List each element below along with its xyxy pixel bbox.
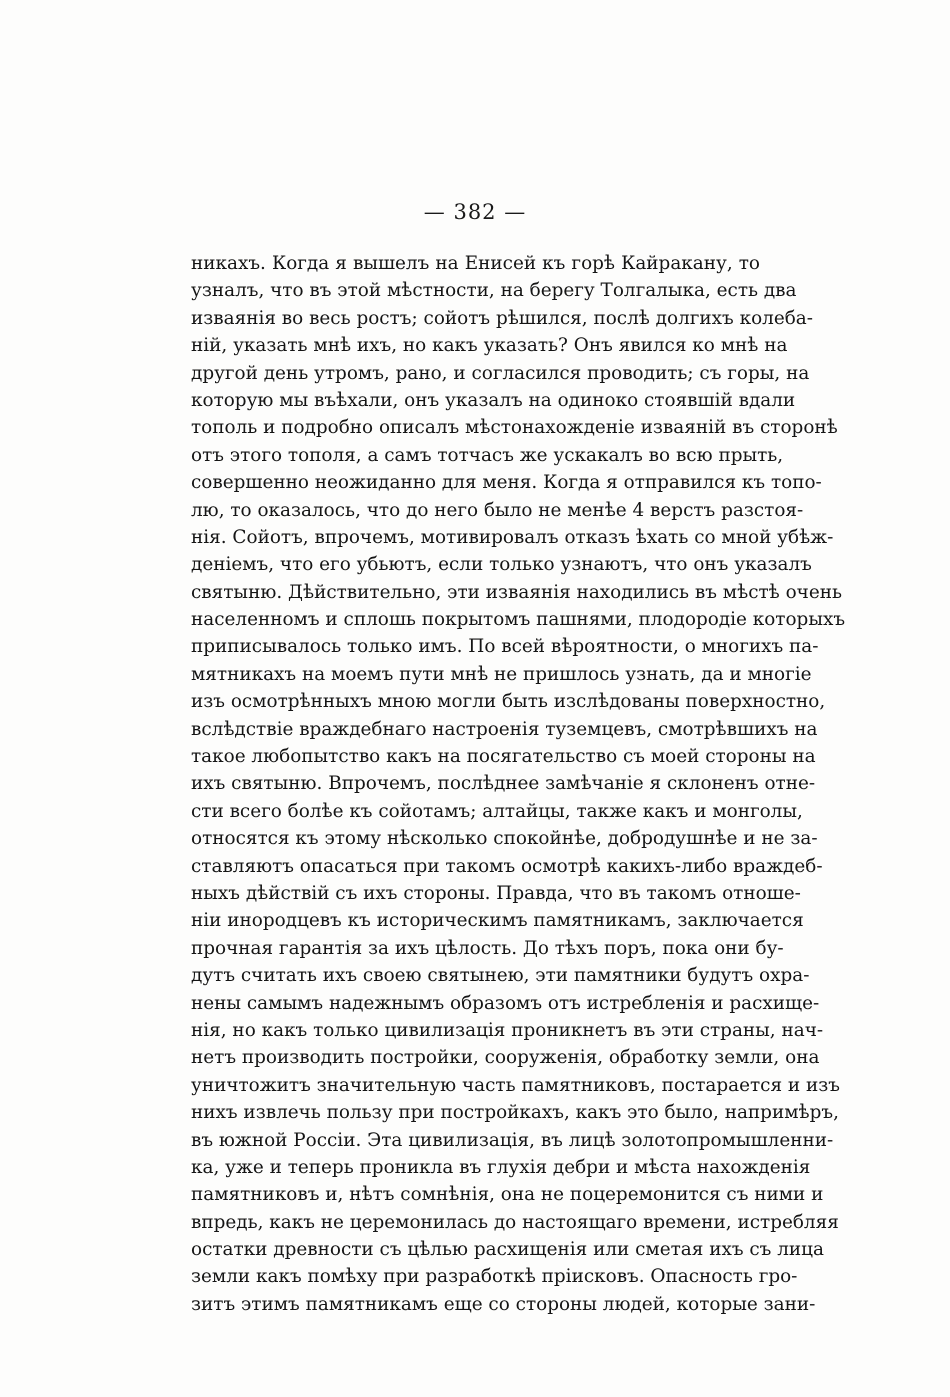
text-line: ній, указать мнѣ ихъ, но какъ указать? Онъ явился ко мнѣ на [191, 335, 788, 357]
text-line: такое любопытство какъ на посягательство съ моей стороны на [191, 746, 816, 768]
text-line: населенномъ и сплошь покрытомъ пашнями, плодородіе которыхъ [191, 609, 846, 631]
body-text [191, 250, 846, 1318]
text-line: нены самымъ надежнымъ образомъ отъ истребленія и расхище- [191, 992, 820, 1014]
text-line: приписывалось только имъ. По всей вѣроятности, о многихъ па- [191, 636, 819, 658]
text-line: зитъ этимъ памятникамъ еще со стороны людей, которые зани- [191, 1293, 816, 1315]
text-line: дутъ считать ихъ своею святынею, эти памятники будутъ охра- [191, 965, 810, 987]
text-line: остатки древности съ цѣлью расхищенія или сметая ихъ съ лица [191, 1239, 824, 1261]
text-line: другой день утромъ, рано, и согласился проводить; съ горы, на [191, 362, 810, 384]
page-number: — 382 — [423, 200, 527, 224]
text-line: святыню. Дѣйствительно, эти изваянія находились въ мѣстѣ очень [191, 581, 842, 603]
text-line: нія. Сойотъ, впрочемъ, мотивировалъ отказъ ѣхать со мной убѣж- [191, 526, 834, 548]
text-line: ихъ святыню. Впрочемъ, послѣднее замѣчаніе я склоненъ отне- [191, 773, 816, 795]
text-line: ставляютъ опасаться при такомъ осмотрѣ какихъ-либо враждеб- [191, 855, 823, 877]
text-line: совершенно неожиданно для меня. Когда я отправился къ топо- [191, 472, 822, 494]
text-line: ка, уже и теперь проникла въ глухія дебри и мѣста нахожденія [191, 1156, 811, 1178]
text-line: ныхъ дѣйствій съ ихъ стороны. Правда, что въ такомъ отноше- [191, 882, 801, 904]
text-line: уничтожитъ значительную часть памятниковъ, постарается и изъ [191, 1074, 840, 1096]
text-line: ніи инородцевъ къ историческимъ памятникамъ, заключается [191, 910, 804, 932]
text-line: памятниковъ и, нѣтъ сомнѣнія, она не поцеремонится съ ними и [191, 1184, 824, 1206]
text-line: изъ осмотрѣнныхъ мною могли быть изслѣдованы поверхностно, [191, 691, 826, 713]
text-line: нихъ извлечь пользу при постройкахъ, какъ это было, напримѣръ, [191, 1102, 839, 1124]
text-line: земли какъ помѣху при разработкѣ пріисковъ. Опасность гро- [191, 1266, 798, 1288]
text-line: въ южной Россіи. Эта цивилизація, въ лицѣ золотопромышленни- [191, 1129, 834, 1151]
text-line: мятникахъ на моемъ пути мнѣ не пришлось узнать, да и многіе [191, 663, 812, 685]
text-line: впредь, какъ не церемонилась до настоящаго времени, истребляя [191, 1211, 839, 1233]
text-line: прочная гарантія за ихъ цѣлость. До тѣхъ поръ, пока они бу- [191, 937, 784, 959]
text-line: никахъ. Когда я вышелъ на Енисей къ горѣ Кайракану, то [191, 253, 760, 274]
text-line: вслѣдствіе враждебнаго настроенія туземцевъ, смотрѣвшихъ на [191, 718, 818, 740]
text-line: деніемъ, что его убьютъ, если только узнаютъ, что онъ указалъ [191, 554, 812, 576]
text-line: нія, но какъ только цивилизація проникнетъ въ эти страны, нач- [191, 1019, 824, 1041]
text-line: относятся къ этому нѣсколько спокойнѣе, добродушнѣе и не за- [191, 828, 818, 850]
text-line: узналъ, что въ этой мѣстности, на берегу Толгалыка, есть два [191, 280, 797, 302]
text-line: которую мы въѣхали, онъ указалъ на одиноко стоявшій вдали [191, 389, 796, 411]
text-line: лю, то оказалось, что до него было не менѣе 4 верстъ разстоя- [191, 499, 804, 521]
text-line: отъ этого тополя, а самъ тотчасъ же ускакалъ во всю прыть, [191, 444, 784, 466]
text-line: изваянія во весь ростъ; сойотъ рѣшился, послѣ долгихъ колеба- [191, 307, 813, 329]
text-line: тополь и подробно описалъ мѣстонахожденіе изваяній въ сторонѣ [191, 417, 838, 439]
text-line: нетъ производить постройки, сооруженія, обработку земли, она [191, 1047, 820, 1069]
text-line: сти всего болѣе къ сойотамъ; алтайцы, также какъ и монголы, [191, 800, 803, 822]
